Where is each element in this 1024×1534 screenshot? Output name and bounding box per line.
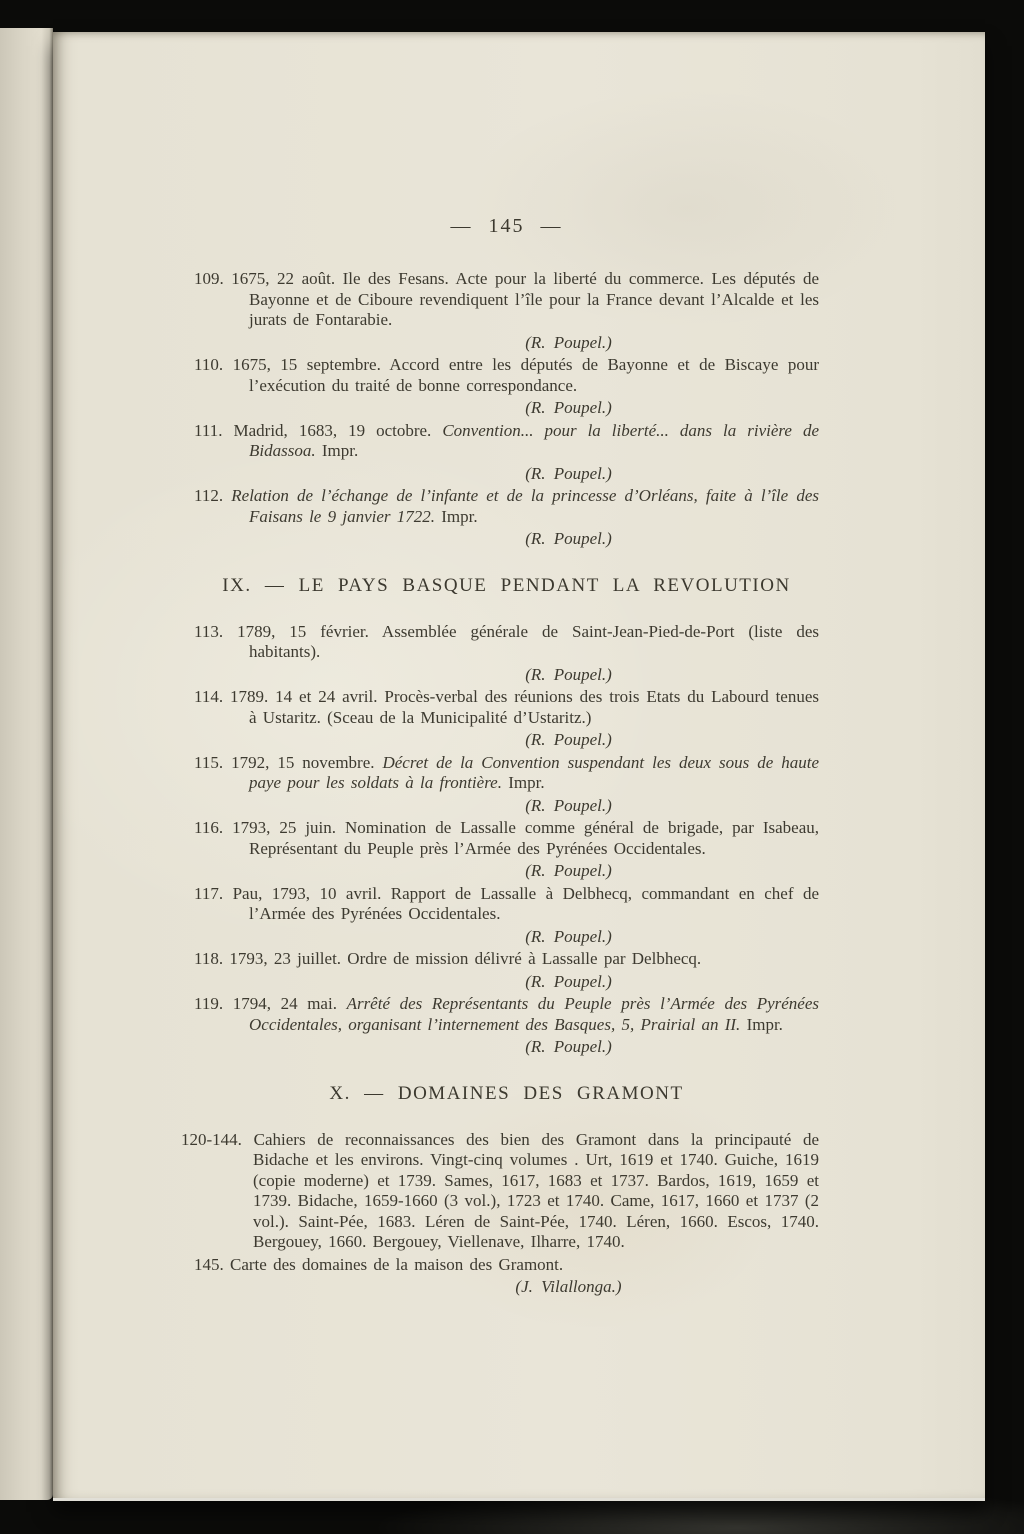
entry-text-segment: 1675, 15 septembre. Accord entre les députés de Bayonne et de Biscaye pour l’exécution du traité de bonne correspondance. xyxy=(232,355,819,395)
entry-text-segment: Carte des domaines de la maison des Gramont. xyxy=(230,1254,564,1274)
entry-attribution: (R. Poupel.) xyxy=(525,1037,612,1056)
entry-text-segment: 1675, 22 août. Ile des Fesans. Acte pour la liberté du commerce. Les députés de Bayonne et de Ciboure revendiquent l’île pour la France devant l’Alcalde et les jurats de Fontarabie. xyxy=(231,269,820,329)
entry-text-segment: Convention... pour la liberté... dans la rivière de Bidassoa. xyxy=(249,420,820,460)
entry-text-segment: Madrid, 1683, 19 octobre. xyxy=(233,420,432,440)
entry-number: 109. xyxy=(194,269,224,288)
catalog-entry xyxy=(194,687,819,728)
catalog-entry xyxy=(194,269,819,331)
entry-text-segment: Impr. xyxy=(508,773,545,792)
entry-text-segment: 1793, 25 juin. Nomination de Lassalle comme général de brigade, par Isabeau, Représentant du Peuple près l’Armée des Pyrénées Occidentales. xyxy=(232,818,819,858)
page-content xyxy=(181,269,820,1300)
entry-text-segment: Impr. xyxy=(321,441,359,460)
entry-text-segment: 1793, 23 juillet. Ordre de mission délivré à Lassalle par Delbhecq. xyxy=(229,949,702,968)
entry-attribution: (J. Vilallonga.) xyxy=(515,1277,622,1296)
entry-attribution: (R. Poupel.) xyxy=(525,398,612,417)
catalog-entry xyxy=(194,949,819,970)
entry-number: 110. xyxy=(194,355,224,374)
entry-number: 112. xyxy=(194,486,224,505)
entry-text-segment: Arrêté des Représentants du Peuple près l’Armée des Pyrénées Occidentales, organisant l’internement des Basques, 5, Prairial an II. xyxy=(249,994,820,1034)
entry-number: 115. xyxy=(194,752,224,772)
catalog-entry xyxy=(194,884,819,925)
catalog-entry xyxy=(181,1130,819,1253)
entry-attribution: (R. Poupel.) xyxy=(525,861,612,880)
entry-text-segment: 1792, 15 novembre. xyxy=(231,752,375,772)
catalog-entry xyxy=(194,486,819,527)
entry-attribution: (R. Poupel.) xyxy=(525,971,612,991)
entry-text-segment: Cahiers de reconnaissances des bien des Gramont dans la principauté de Bidache et les environs. Vingt-cinq volumes . Urt, 1619 et 1740. Guiche, 1619 (copie moderne) et 1739. Sames, 1617, 1683 et 1737. Bardos, 1619, 1659 et 1739. Bidache, 1659-1660 (3 vol.), 1723 et 1740. Came, 1617, 1660 et 1737 (2 vol.). Saint-Pée, 1683. Léren de Saint-Pée, 1740. Léren, 1660. Escos, 1740. Bergouey, 1660. Bergouey, Viellenave, Ilharre, 1740. xyxy=(253,1129,819,1251)
catalog-entry xyxy=(194,421,819,462)
catalog-entry xyxy=(194,818,819,859)
entry-attribution: (R. Poupel.) xyxy=(525,730,612,749)
entry-number: 117. xyxy=(194,883,224,903)
entry-text-segment: Pau, 1793, 10 avril. Rapport de Lassalle à Delbhecq, commandant en chef de l’Armée des Pyrénées Occidentales. xyxy=(232,883,819,923)
entry-attribution: (R. Poupel.) xyxy=(525,529,612,548)
entry-text-segment: Impr. xyxy=(441,506,478,526)
entry-attribution: (R. Poupel.) xyxy=(525,926,612,946)
entry-number: 118. xyxy=(194,949,224,968)
entry-text-segment: Impr. xyxy=(746,1014,783,1034)
entry-number: 116. xyxy=(194,818,224,837)
scanned-book-page xyxy=(53,32,985,1498)
entry-number: 145. xyxy=(194,1254,224,1274)
catalog-entry xyxy=(194,355,819,396)
entry-attribution: (R. Poupel.) xyxy=(525,463,612,483)
entry-text-segment: Relation de l’échange de l’infante et de la princesse d’Orléans, faite à l’île des Faisans le 9 janvier 1722. xyxy=(231,486,819,526)
entry-number: 119. xyxy=(194,994,224,1013)
section-heading: X. — DOMAINES DES GRAMONT xyxy=(329,1082,684,1104)
book-gutter xyxy=(0,28,53,1500)
entry-number: 114. xyxy=(194,687,224,706)
entry-number: 113. xyxy=(194,621,224,641)
entry-number: 111. xyxy=(194,420,223,440)
entry-text-segment: 1794, 24 mai. xyxy=(232,994,337,1013)
entry-text-segment: Décret de la Convention suspendant les deux sous de haute paye pour les soldats à la frontière. xyxy=(249,752,819,792)
catalog-entry xyxy=(194,753,819,794)
catalog-entry xyxy=(194,994,819,1035)
entry-number: 120-144. xyxy=(181,1129,242,1149)
entry-attribution: (R. Poupel.) xyxy=(525,332,612,352)
entry-text-segment: 1789. 14 et 24 avril. Procès-verbal des réunions des trois Etats du Labourd tenues à Ustaritz. (Sceau de la Municipalité d’Ustaritz.) xyxy=(230,687,820,727)
catalog-entry xyxy=(194,1255,819,1276)
catalog-entry xyxy=(194,622,819,663)
page-number-header: — 145 — xyxy=(450,215,563,237)
section-heading: IX. — LE PAYS BASQUE PENDANT LA REVOLUTION xyxy=(222,574,791,596)
entry-attribution: (R. Poupel.) xyxy=(525,664,612,684)
page-edge-stack xyxy=(985,40,999,1495)
entry-text-segment: 1789, 15 février. Assemblée générale de Saint-Jean-Pied-de-Port (liste des habitants). xyxy=(237,621,819,661)
entry-attribution: (R. Poupel.) xyxy=(525,795,612,815)
